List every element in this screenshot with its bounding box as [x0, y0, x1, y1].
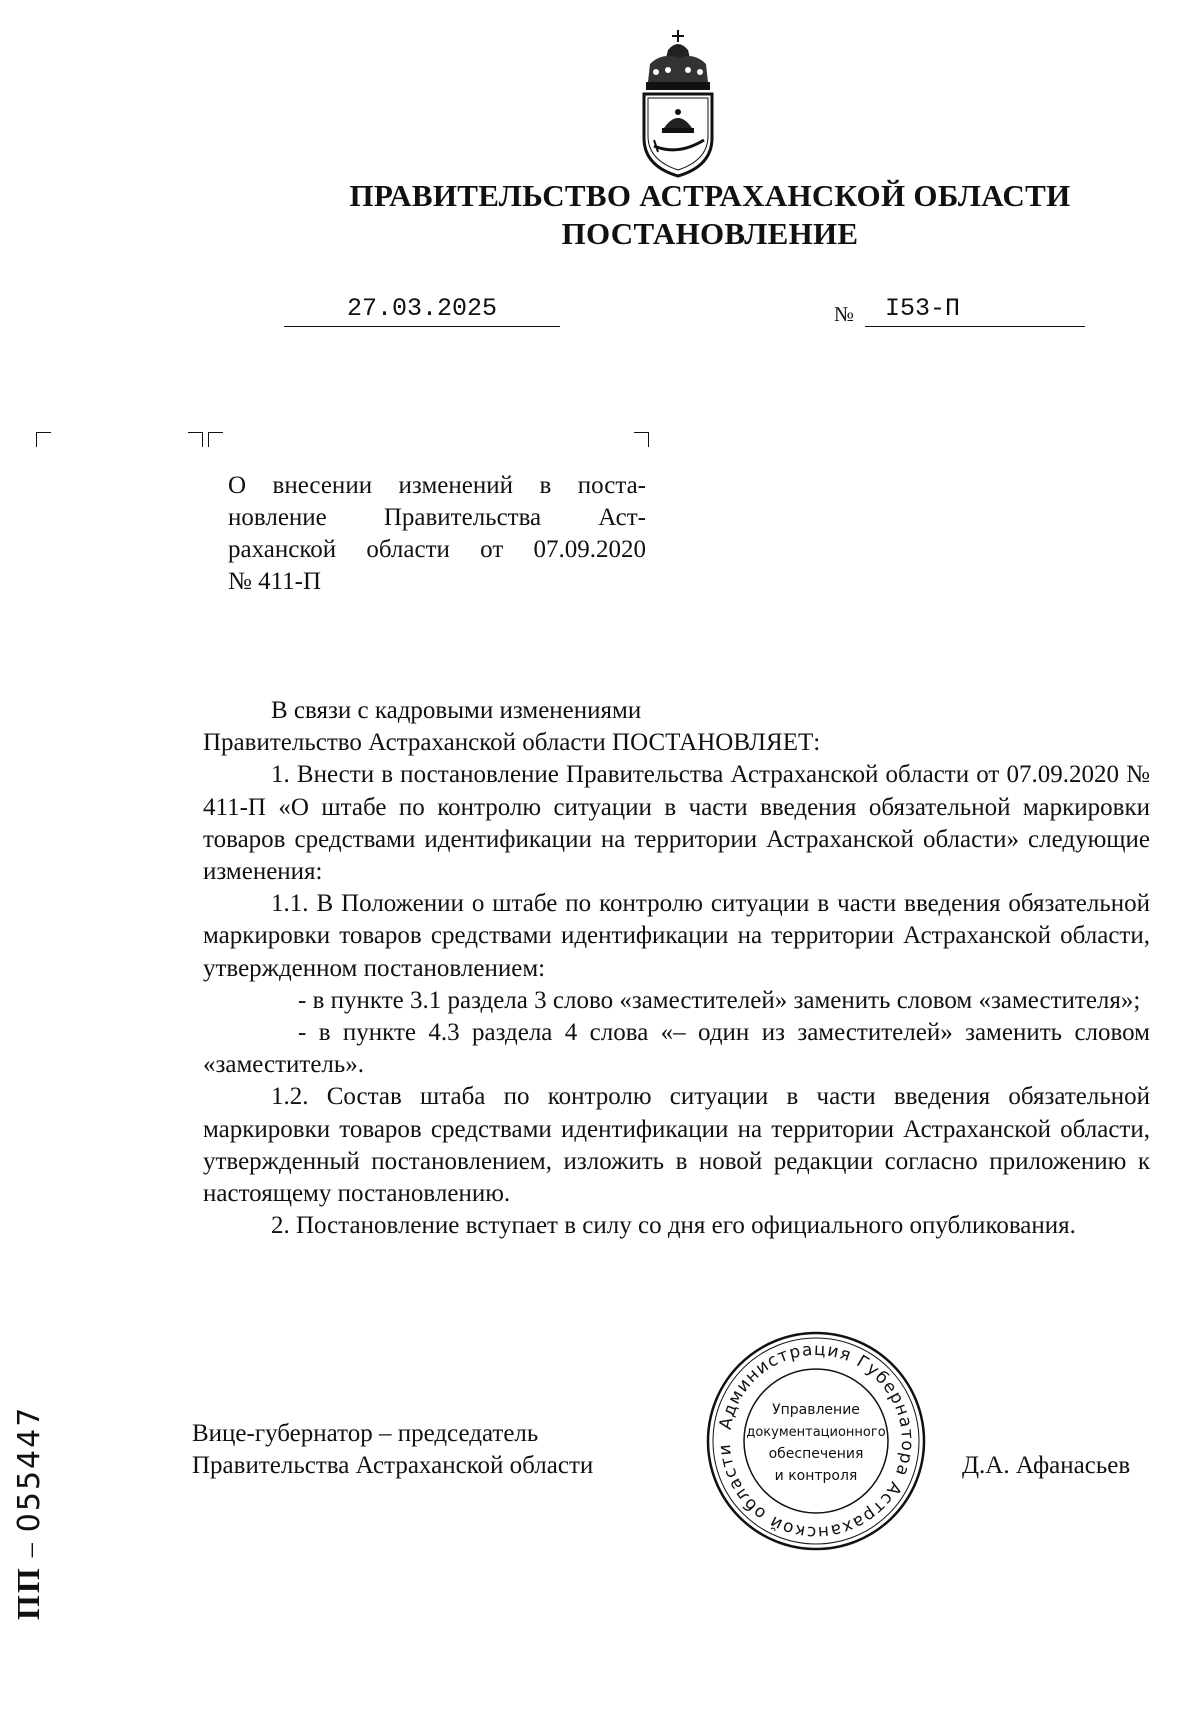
corner-mark	[208, 432, 223, 447]
stamp-center-line: обеспечения	[768, 1446, 864, 1462]
document-type-title: ПОСТАНОВЛЕНИЕ	[561, 216, 859, 251]
organization-title: ПРАВИТЕЛЬСТВО АСТРАХАНСКОЙ ОБЛАСТИ	[349, 178, 1071, 213]
official-stamp	[703, 1328, 929, 1554]
signatory-title-line: Вице-губернатор – председатель	[192, 1420, 539, 1447]
document-number: I53-П	[865, 294, 1085, 327]
astrakhan-coat-of-arms-icon	[632, 28, 724, 178]
paragraph-1-2: 1.2. Состав штаба по контролю ситуации в части введения обязательной маркировки товаров средствами идентификации на территории Астраханской области, утвержденный постановлением, изложить в новой редакции согласно приложению к настоящему постановлению.	[203, 1083, 1150, 1208]
stamp-center-line: Управление	[772, 1402, 860, 1418]
subject-line: раханской области от 07.09.2020	[228, 536, 646, 563]
corner-mark	[36, 432, 51, 447]
paragraph-1-1: 1.1. В Положении о штабе по контролю ситуации в части введения обязательной маркировки товаров средствами идентификации на территории Астраханской области, утвержденном постановлением:	[203, 890, 1150, 982]
paragraph-1: 1. Внести в постановление Правительства Астраханской области от 07.09.2020 № 411-П «О штабе по контролю ситуации в части введения обязательной маркировки товаров средствами идентификации на территории Астраханской области» следующие изменения:	[203, 761, 1150, 886]
stamp-ring-text: Администрация Губернатора Астраханской области	[714, 1339, 918, 1543]
preamble-line: Правительство Астраханской области ПОСТАНОВЛЯЕТ:	[203, 729, 821, 757]
serial-prefix: ПП	[10, 1566, 46, 1620]
subject-line: № 411-П	[228, 568, 322, 595]
paragraph-2: 2. Постановление вступает в силу со дня его официального опубликования.	[271, 1212, 1076, 1240]
preamble-line: В связи с кадровыми изменениями	[271, 697, 642, 724]
subject-line: О внесении изменений в поста-	[228, 472, 646, 499]
bullet-item: - в пункте 3.1 раздела 3 слово «заместителей» заменить словом «заместителя»;	[298, 986, 1141, 1014]
signatory-title-line: Правительства Астраханской области	[192, 1452, 594, 1479]
corner-mark	[634, 432, 649, 447]
number-label: №	[834, 302, 855, 326]
document-subject	[228, 470, 646, 598]
stamp-center-line: и контроля	[774, 1468, 858, 1484]
serial-number: 055447	[12, 1405, 47, 1533]
corner-mark	[188, 432, 203, 447]
subject-line: новление Правительства Аст-	[228, 504, 646, 531]
bullet-item: - в пункте 4.3 раздела 4 слова «– один из заместителей» заменить словом «заместитель».	[203, 1019, 1150, 1079]
document-date: 27.03.2025	[284, 294, 560, 327]
form-serial-number: ПП – 055447	[10, 1405, 47, 1620]
document-body	[203, 695, 1150, 1242]
signatory-title	[192, 1418, 593, 1482]
stamp-center-line: документационного	[746, 1425, 886, 1440]
signatory-name: Д.А. Афанасьев	[962, 1452, 1131, 1479]
